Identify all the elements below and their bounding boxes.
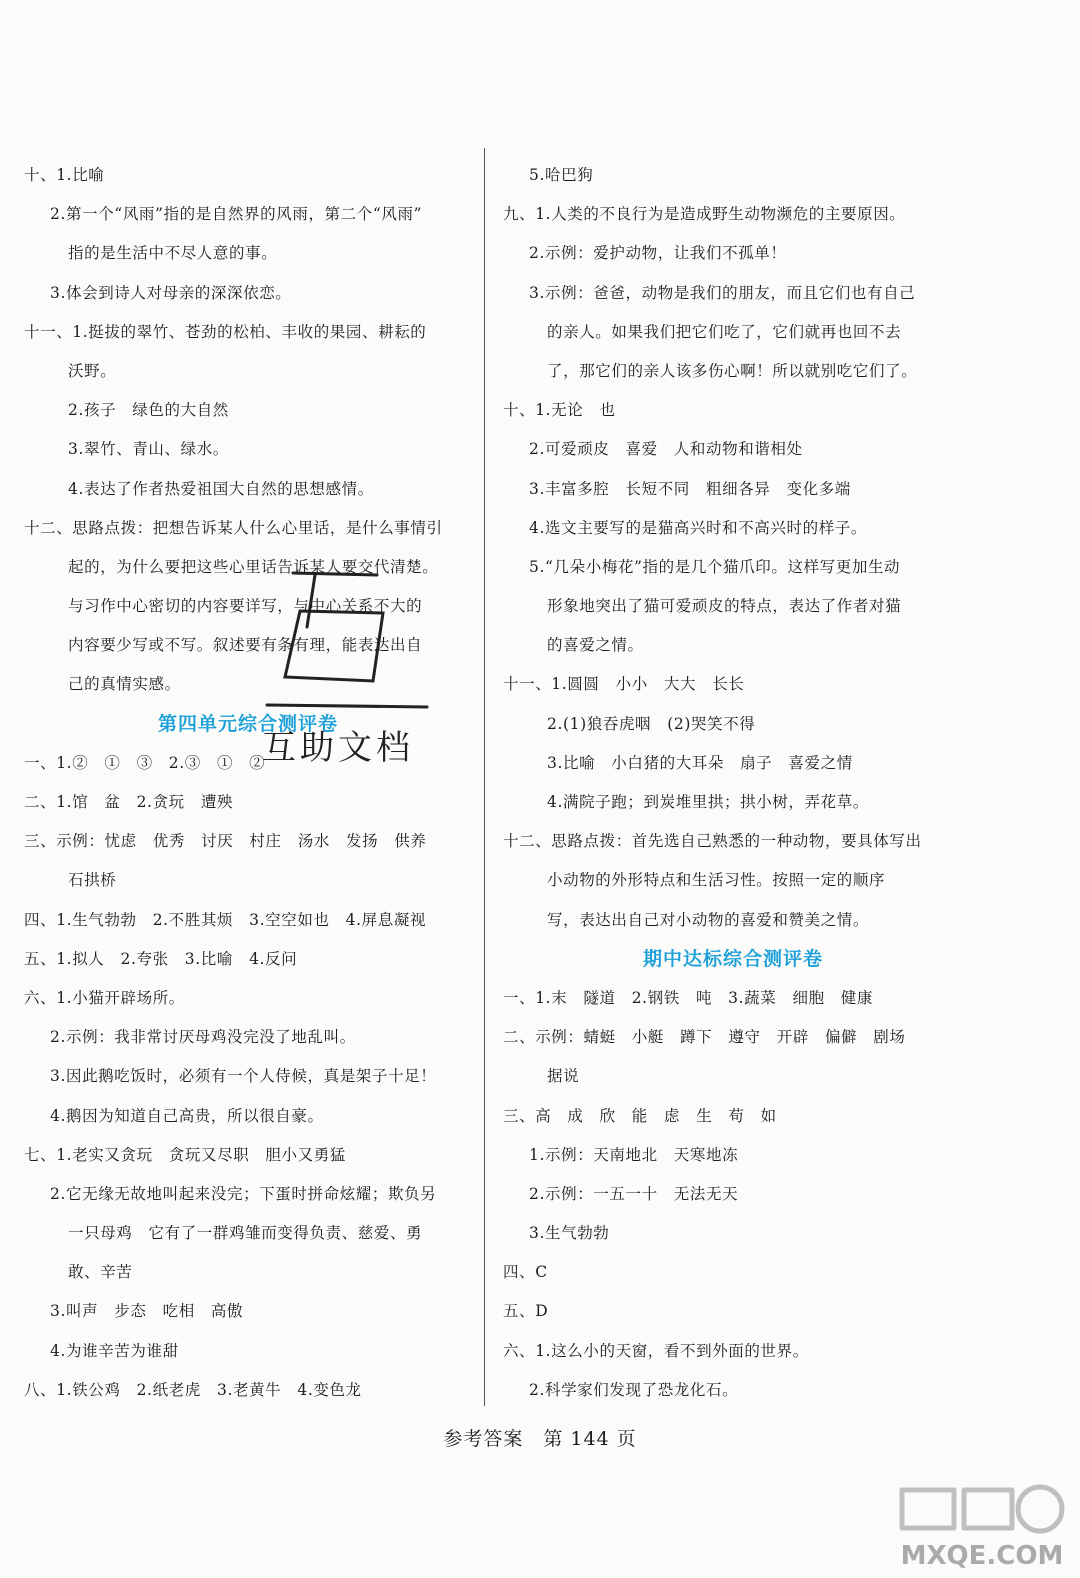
- answer-line: 二、1.馆 盆 2.贪玩 遭殃: [24, 793, 234, 811]
- column-divider: [484, 148, 485, 1406]
- answer-line: 己的真情实感。: [68, 675, 181, 694]
- answer-line: 4.满院子跑；到炭堆里拱；拱小树，弄花草。: [547, 793, 869, 811]
- watermark-text: 互助文档: [262, 728, 414, 768]
- answer-line: 七、1.老实又贪玩 贪玩又尽职 胆小又勇猛: [24, 1145, 346, 1164]
- answer-line: 3.翠竹、青山、绿水。: [68, 440, 229, 459]
- answer-line: 3.示例：爸爸，动物是我们的朋友，而且它们也有自己: [529, 283, 916, 302]
- answer-line: 三、示例：忧虑 优秀 讨厌 村庄 汤水 发扬 供养: [24, 832, 427, 851]
- answer-line: 十二、思路点拨：首先选自己熟悉的一种动物，要具体写出: [503, 832, 922, 851]
- answer-line: 八、1.铁公鸡 2.纸老虎 3.老黄牛 4.变色龙: [24, 1380, 362, 1399]
- answer-line: 六、1.小猫开辟场所。: [24, 988, 185, 1007]
- answer-line: 六、1.这么小的天窗，看不到外面的世界。: [503, 1341, 809, 1360]
- answer-line: 二、示例：蜻蜓 小艇 蹲下 遵守 开辟 偏僻 剧场: [503, 1028, 906, 1047]
- answer-line: 3.叫声 步态 吃相 高傲: [50, 1302, 244, 1321]
- answer-line: 据说: [547, 1067, 580, 1086]
- answer-line: 的亲人。如果我们把它们吃了，它们就再也回不去: [547, 322, 902, 341]
- answer-line: 3.因此鹅吃饭时，必须有一个人侍候，真是架子十足！: [50, 1067, 437, 1086]
- answer-line: 形象地突出了猫可爱顽皮的特点，表达了作者对猫: [547, 597, 902, 616]
- right-column: [503, 156, 963, 1410]
- answer-line: 起的，为什么要把这些心里话告诉某人要交代清楚。: [68, 557, 439, 576]
- answer-line: 一、1.② ① ③ 2.③ ① ②: [24, 753, 266, 772]
- answer-line: 2.孩子 绿色的大自然: [68, 401, 229, 420]
- answer-line: 十一、1.圆圆 小小 大大 长长: [503, 675, 745, 694]
- answer-line: 4.选文主要写的是猫高兴时和不高兴时的样子。: [529, 518, 867, 537]
- answer-line: 2.(1)狼吞虎咽 (2)哭笑不得: [547, 714, 756, 733]
- answer-line: 写，表达出自己对小动物的喜爱和赞美之情。: [547, 910, 870, 929]
- answer-line: 3.生气勃勃: [529, 1224, 610, 1243]
- answer-line: 4.为谁辛苦为谁甜: [50, 1341, 179, 1360]
- answer-line: 敢、辛苦: [68, 1263, 133, 1282]
- answer-line: 2.示例：爱护动物，让我们不孤单！: [529, 244, 787, 263]
- section-heading: 第四单元综合测评卷: [157, 712, 338, 735]
- section-heading: 期中达标综合测评卷: [642, 947, 823, 970]
- answer-line: 3.比喻 小白猪的大耳朵 扇子 喜爱之情: [547, 753, 853, 772]
- answer-line: 四、C: [503, 1263, 548, 1282]
- answer-line: 3.体会到诗人对母亲的深深依恋。: [50, 283, 292, 302]
- answer-line: 九、1.人类的不良行为是造成野生动物濒危的主要原因。: [503, 205, 906, 224]
- answer-line: 4.表达了作者热爱祖国大自然的思想感情。: [68, 479, 374, 498]
- answer-line: 一只母鸡 它有了一群鸡雏而变得负责、慈爱、勇: [68, 1224, 423, 1243]
- answer-line: 5.“几朵小梅花”指的是几个猫爪印。这样写更加生动: [529, 557, 901, 576]
- answer-line: 四、1.生气勃勃 2.不胜其烦 3.空空如也 4.屏息凝视: [24, 910, 427, 929]
- answer-line: 小动物的外形特点和生活习性。按照一定的顺序: [547, 871, 886, 890]
- page-footer: 参考答案 第 144 页: [443, 1428, 637, 1450]
- answer-line: 十一、1.挺拔的翠竹、苍劲的松柏、丰收的果园、耕耘的: [24, 322, 427, 341]
- answer-line: 沃野。: [68, 361, 117, 380]
- answer-line: 1.示例：天南地北 天寒地冻: [529, 1145, 739, 1164]
- answer-line: 3.丰富多腔 长短不同 粗细各异 变化多端: [529, 479, 851, 498]
- answer-line: 内容要少写或不写。叙述要有条有理，能表达出自: [68, 636, 423, 655]
- corner-logo-seal: [892, 1478, 1072, 1574]
- answer-line: 2.示例：一五一十 无法无天: [529, 1184, 739, 1203]
- answer-line: 十二、思路点拨：把想告诉某人什么心里话，是什么事情引: [24, 518, 443, 537]
- answer-line: 十、1.无论 也: [503, 401, 616, 420]
- left-column: [24, 156, 472, 1410]
- corner-logo-text: MXQE.COM: [900, 1541, 1064, 1571]
- answer-line: 5.哈巴狗: [529, 166, 594, 184]
- answer-line: 4.鹅因为知道自己高贵，所以很自豪。: [50, 1106, 324, 1125]
- answer-line: 指的是生活中不尽人意的事。: [68, 244, 278, 263]
- answer-line: 与习作中心密切的内容要详写，与中心关系不大的: [68, 597, 423, 616]
- answer-line: 的喜爱之情。: [547, 636, 644, 655]
- answer-line: 石拱桥: [68, 871, 117, 890]
- answer-line: 2.可爱顽皮 喜爱 人和动物和谐相处: [529, 440, 803, 459]
- answer-line: 2.科学家们发现了恐龙化石。: [529, 1380, 739, 1399]
- answer-line: 三、高 成 欣 能 虑 生 苟 如: [503, 1106, 777, 1125]
- answer-line: 2.第一个“风雨”指的是自然界的风雨，第二个“风雨”: [50, 205, 423, 224]
- answer-line: 五、1.拟人 2.夸张 3.比喻 4.反问: [24, 949, 298, 968]
- answer-line: 2.示例：我非常讨厌母鸡没完没了地乱叫。: [50, 1028, 356, 1047]
- answer-line: 了，那它们的亲人该多伤心啊！所以就别吃它们了。: [547, 361, 918, 380]
- answer-line: 十、1.比喻: [24, 166, 105, 184]
- answer-line: 一、1.末 隧道 2.钢铁 吨 3.蔬菜 细胞 健康: [503, 988, 873, 1007]
- answer-line: 五、D: [503, 1302, 549, 1321]
- answer-line: 2.它无缘无故地叫起来没完；下蛋时拼命炫耀；欺负另: [50, 1184, 437, 1203]
